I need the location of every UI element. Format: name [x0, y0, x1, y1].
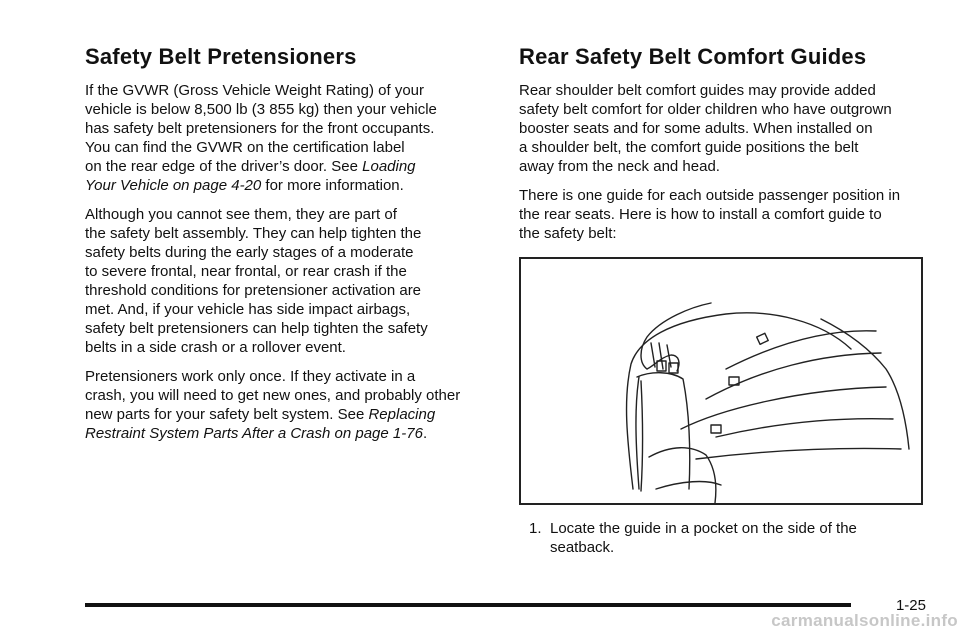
cushion-front	[649, 448, 716, 503]
seat-illustration-svg	[521, 259, 921, 503]
paragraph-comfort-intro: Rear shoulder belt comfort guides may provide added safety belt comfort for older children who have outgrown booster seats and for some adults. When installed on a shoulder belt, the comfort guide positions the belt away from the neck and head.	[519, 82, 892, 175]
paragraph-one-guide: There is one guide for each outside passenger position in the rear seats. Here is how to install a comfort guide to the safety belt:	[519, 187, 901, 242]
watermark: carmanualsonline.info	[771, 611, 958, 630]
tab-1	[757, 333, 769, 344]
finger-2	[659, 343, 663, 369]
page-number: 1-25	[895, 597, 926, 614]
step-number: 1.	[529, 520, 542, 537]
paragraph-gvwr: If the GVWR (Gross Vehicle Weight Rating) of your vehicle is below 8,500 lb (3 855 kg) then your vehicle has safety belt pretensioners for the front occupants. You can find the GVWR on the certification label on the rear edge of the driver’s door. See Loading Your Vehicle on page 4-20 for more information.	[85, 82, 437, 194]
seatback-pocket-illustration	[519, 257, 923, 505]
finger-1	[651, 343, 655, 367]
section-heading-comfort-guides: Rear Safety Belt Comfort Guides	[519, 44, 867, 69]
link-loading-your-vehicle[interactable]: Loading Your Vehicle on page 4-20	[85, 158, 416, 194]
step-text: Locate the guide in a pocket on the side of the seatback.	[550, 520, 857, 556]
section-heading-pretensioners: Safety Belt Pretensioners	[85, 44, 357, 69]
arm-outline	[641, 303, 711, 369]
cushion-fold-4	[716, 419, 893, 437]
pocket-seam	[641, 381, 643, 491]
instruction-step	[529, 519, 927, 557]
link-replacing-restraint-parts[interactable]: Replacing Restraint System Parts After a Crash on page 1-76	[85, 406, 436, 442]
paragraph-activate-once: Pretensioners work only once. If they activate in a crash, you will need to get new ones, and probably other new parts for your safety belt system. See Replacing Restraint System Parts After a Crash on page 1-76.	[85, 368, 461, 442]
tab-3	[711, 425, 721, 433]
seat-right-edge	[821, 319, 909, 449]
cushion-fold-5	[696, 448, 901, 459]
seatback-side-line	[636, 377, 639, 489]
cushion-fold-2	[706, 353, 881, 399]
left-column	[85, 44, 500, 453]
right-column	[519, 44, 927, 557]
cushion-fold-1	[681, 387, 886, 429]
side-pocket	[637, 373, 690, 489]
seatback-outline	[627, 313, 851, 489]
footer-rule	[85, 603, 851, 607]
paragraph-assembly: Although you cannot see them, they are part of the safety belt assembly. They can help tighten the safety belts during the early stages of a moderate to severe frontal, near frontal, or rear crash if the threshold conditions for pretensioner activation are met. And, if your vehicle has side impact airbags, safety belt pretensioners can help tighten the safety belts in a side crash or a rollover event.	[85, 206, 428, 356]
